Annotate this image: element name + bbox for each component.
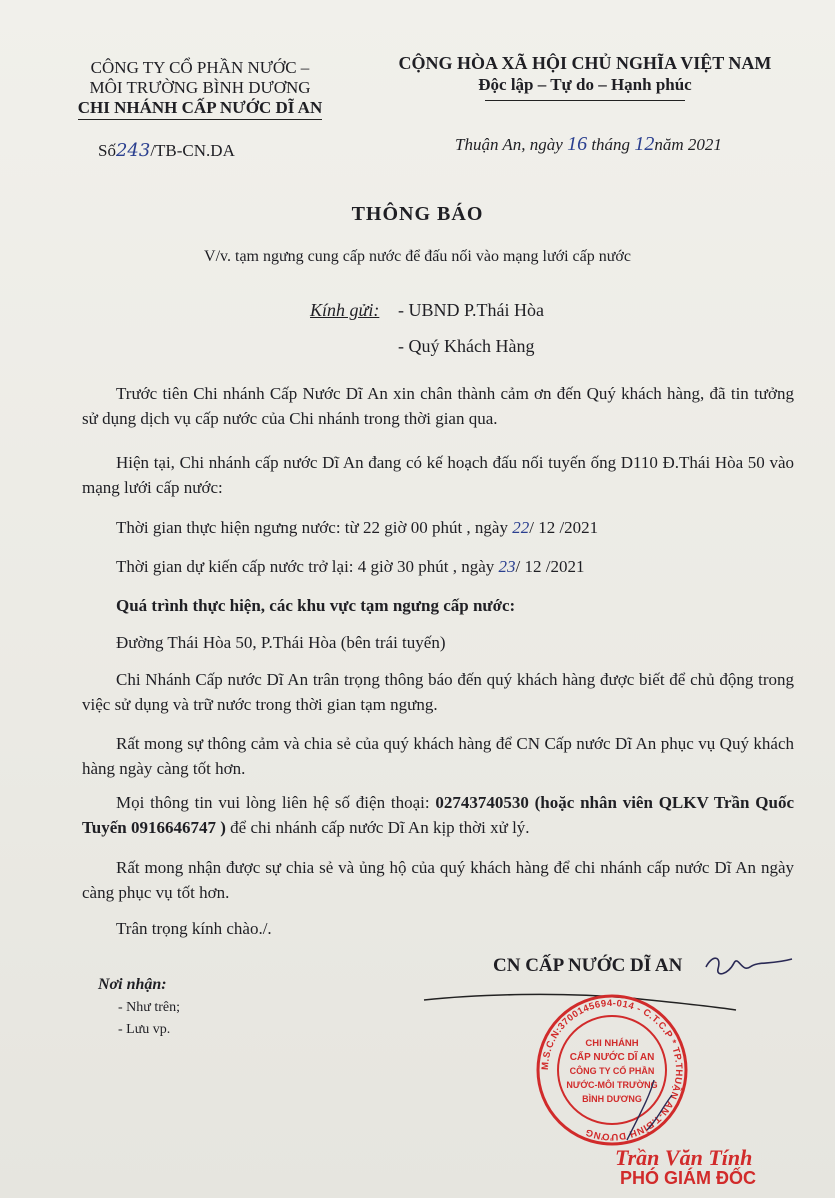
date-month-label: tháng [591, 135, 631, 154]
stop-day-handwritten: 22 [512, 518, 530, 537]
closing-line: Trân trọng kính chào./. [116, 919, 272, 938]
signer-name: Trần Văn Tính [615, 1145, 753, 1170]
official-stamp [532, 990, 692, 1150]
body-paragraph-plan: Hiện tại, Chi nhánh cấp nước Dĩ An đang có kế hoạch đấu nối tuyến ống D110 Đ.Thái Hòa 50 vào mạng lưới cấp nước: [82, 453, 794, 497]
stamp-line-5: BÌNH DƯƠNG [582, 1094, 642, 1104]
body-paragraph-support: Rất mong nhận được sự chia sẻ và ủng hộ của quý khách hàng để chi nhánh cấp nước Dĩ An ngày càng phục vụ tốt hơn. [82, 858, 794, 902]
document-subtitle: V/v. tạm ngưng cung cấp nước để đấu nối vào mạng lưới cấp nước [204, 248, 631, 265]
contact-phone-bold: 02743740530 (hoặc nhân viên QLKV Trần Quốc Tuyến 0916646747 ) [82, 793, 795, 837]
stamp-line-3: CÔNG TY CỔ PHẦN [569, 1066, 655, 1076]
resume-date-rest: / 12 /2021 [515, 557, 585, 576]
stop-time-line [82, 515, 794, 540]
contact-text-start: Mọi thông tin vui lòng liên hệ số điện thoại: [116, 793, 436, 812]
doc-number-suffix: /TB-CN.DA [150, 141, 235, 160]
recipients-label: Kính gửi: [310, 300, 380, 320]
body-paragraph-contact [82, 790, 794, 840]
resume-time-line [82, 554, 794, 579]
signer-title: PHÓ GIÁM ĐỐC [620, 1168, 757, 1188]
contact-text-end: để chi nhánh cấp nước Dĩ An kịp thời xử lý. [225, 818, 530, 837]
resume-time-text: Thời gian dự kiến cấp nước trở lại: 4 giờ 30 phút , ngày [116, 557, 495, 576]
body-paragraph-sympathy: Rất mong sự thông cảm và chia sẻ của quý khách hàng để CN Cấp nước Dĩ An phục vụ Quý khách hàng ngày càng tốt hơn. [82, 734, 794, 778]
initial-scribble [700, 945, 800, 985]
area-text: Đường Thái Hòa 50, P.Thái Hòa (bên trái tuyến) [116, 633, 446, 652]
recipient-item: - UBND P.Thái Hòa [398, 300, 544, 320]
document-number [98, 140, 235, 161]
stamp-line-2: CẤP NƯỚC DĨ AN [569, 1052, 655, 1063]
signature-organization: CN CẤP NƯỚC DĨ AN [493, 955, 683, 976]
date-day-handwritten: 16 [567, 133, 588, 155]
company-line-2: MÔI TRƯỜNG BÌNH DƯƠNG [89, 78, 311, 97]
stamp-ring-text: M.S.C.N:3700145694-014 - C.T.C.P * TP.THUẬN AN-T.BÌNH DƯƠNG [539, 997, 685, 1143]
stamp-line-4: NƯỚC-MÔI TRƯỜNG [566, 1080, 658, 1090]
received-item: - Như trên; [118, 1000, 181, 1015]
doc-number-handwritten: 243 [115, 140, 151, 161]
date-line [455, 133, 722, 156]
recipient-item: - Quý Khách Hàng [398, 336, 535, 356]
doc-number-prefix: Số [98, 141, 116, 160]
received-label: Nơi nhận: [98, 976, 167, 993]
date-place: Thuận An, ngày [455, 135, 563, 154]
republic-motto: Độc lập – Tự do – Hạnh phúc [478, 75, 692, 94]
date-month-handwritten: 12 [634, 133, 655, 155]
stamp-line-1: CHI NHÁNH [585, 1038, 639, 1049]
republic-header [370, 52, 800, 101]
stop-date-rest: / 12 /2021 [529, 518, 599, 537]
area-heading: Quá trình thực hiện, các khu vực tạm ngưng cấp nước: [116, 596, 516, 615]
company-header [40, 58, 360, 120]
stop-time-text: Thời gian thực hiện ngưng nước: từ 22 giờ 00 phút , ngày [116, 518, 508, 537]
motto-underline [485, 100, 685, 101]
received-item: - Lưu vp. [118, 1022, 171, 1037]
document-title: THÔNG BÁO [351, 203, 484, 225]
company-branch-name: CHI NHÁNH CẤP NƯỚC DĨ AN [78, 98, 322, 120]
company-line-1: CÔNG TY CỔ PHẦN NƯỚC – [90, 58, 310, 77]
body-paragraph-notice: Chi Nhánh Cấp nước Dĩ An trân trọng thông báo đến quý khách hàng được biết để chủ động trong việc sử dụng và trữ nước trong thời gian tạm ngưng. [82, 670, 794, 714]
republic-title: CỘNG HÒA XÃ HỘI CHỦ NGHĨA VIỆT NAM [398, 53, 772, 73]
body-paragraph-thanks: Trước tiên Chi nhánh Cấp Nước Dĩ An xin chân thành cảm ơn đến Quý khách hàng, đã tin tưởng sử dụng dịch vụ cấp nước của Chi nhánh trong thời gian qua. [82, 384, 794, 428]
date-year: năm 2021 [654, 135, 722, 154]
resume-day-handwritten: 23 [498, 557, 516, 576]
